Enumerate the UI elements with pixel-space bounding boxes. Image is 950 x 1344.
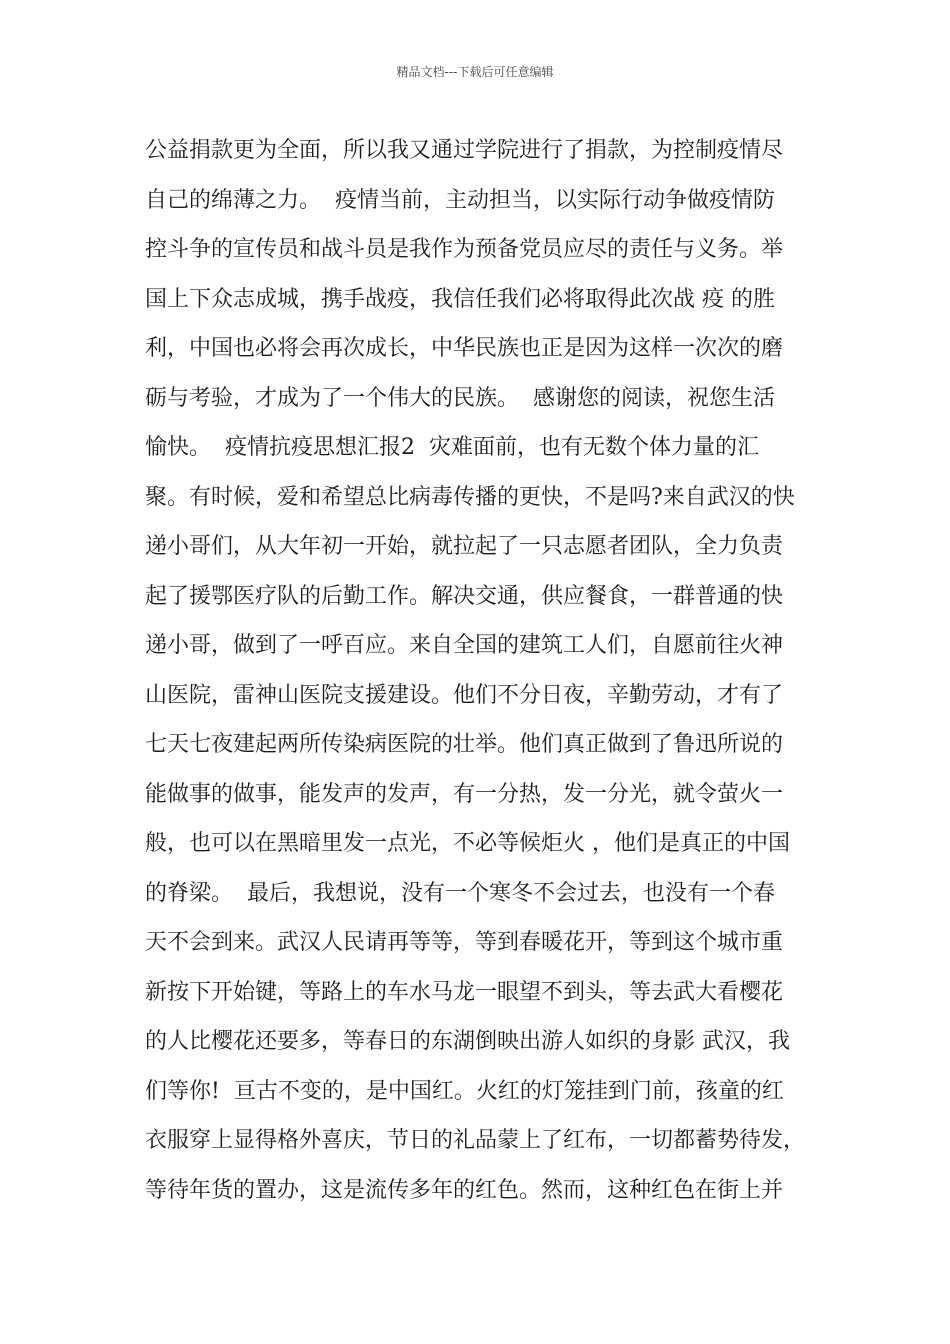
body-line: 递小哥们，从大年初一开始，就拉起了一只志愿者团队，全力负责 <box>145 534 784 559</box>
body-line: 七天七夜建起两所传染病医院的壮举。他们真正做到了鲁迅所说的 <box>145 732 784 757</box>
document-body <box>145 126 835 1215</box>
page-header: 精品文档---下载后可任意编辑 <box>396 65 554 79</box>
body-line: 愉快。 疫情抗疫思想汇报2 灾难面前，也有无数个体力量的汇 <box>145 435 759 460</box>
body-line: 们等你! 亘古不变的，是中国红。火红的灯笼挂到门前，孩童的红 <box>145 1078 784 1104</box>
body-line: 衣服穿上显得格外喜庆，节日的礼品蒙上了红布，一切都蓄势待发， <box>145 1128 806 1153</box>
body-line: 控斗争的宣传员和战斗员是我作为预备党员应尽的责任与义务。举 <box>145 237 784 262</box>
body-line: 等待年货的置办，这是流传多年的红色。然而，这种红色在街上并 <box>145 1177 784 1203</box>
body-line: 起了援鄂医疗队的后勤工作。解决交通，供应餐食，一群普通的快 <box>145 583 784 609</box>
body-line: 公益捐款更为全面，所以我又通过学院进行了捐款，为控制疫情尽 <box>145 138 784 163</box>
body-line: 聚。有时候，爱和希望总比病毒传播的更快，不是吗?来自武汉的快 <box>145 484 795 510</box>
body-line: 砺与考验，才成为了一个伟大的民族。 感谢您的阅读，祝您生活 <box>145 385 775 411</box>
body-line: 般，也可以在黑暗里发一点光，不必等候炬火 ，他们是真正的中国 <box>145 831 790 856</box>
body-line: 天不会到来。武汉人民请再等等，等到春暖花开，等到这个城市重 <box>145 930 784 955</box>
body-line: 自己的绵薄之力。 疫情当前，主动担当，以实际行动争做疫情防 <box>145 187 775 213</box>
body-line: 利，中国也必将会再次成长，中华民族也正是因为这样一次次的磨 <box>145 336 784 361</box>
body-line: 的人比樱花还要多，等春日的东湖倒映出游人如织的身影 武汉，我 <box>145 1029 790 1054</box>
body-line: 能做事的做事，能发声的发声，有一分热，发一分光，就令萤火一 <box>145 781 784 807</box>
body-line: 新按下开始键，等路上的车水马龙一眼望不到头，等去武大看樱花 <box>145 979 784 1005</box>
body-line: 山医院，雷神山医院支援建设。他们不分日夜，辛勤劳动，才有了 <box>145 682 784 708</box>
body-line: 递小哥，做到了一呼百应。来自全国的建筑工人们，自愿前往火神 <box>145 633 784 658</box>
body-line: 的脊梁。 最后，我想说，没有一个寒冬不会过去，也没有一个春 <box>145 880 775 906</box>
body-line: 国上下众志成城，携手战疫，我信任我们必将取得此次战 疫 的胜 <box>145 286 775 312</box>
